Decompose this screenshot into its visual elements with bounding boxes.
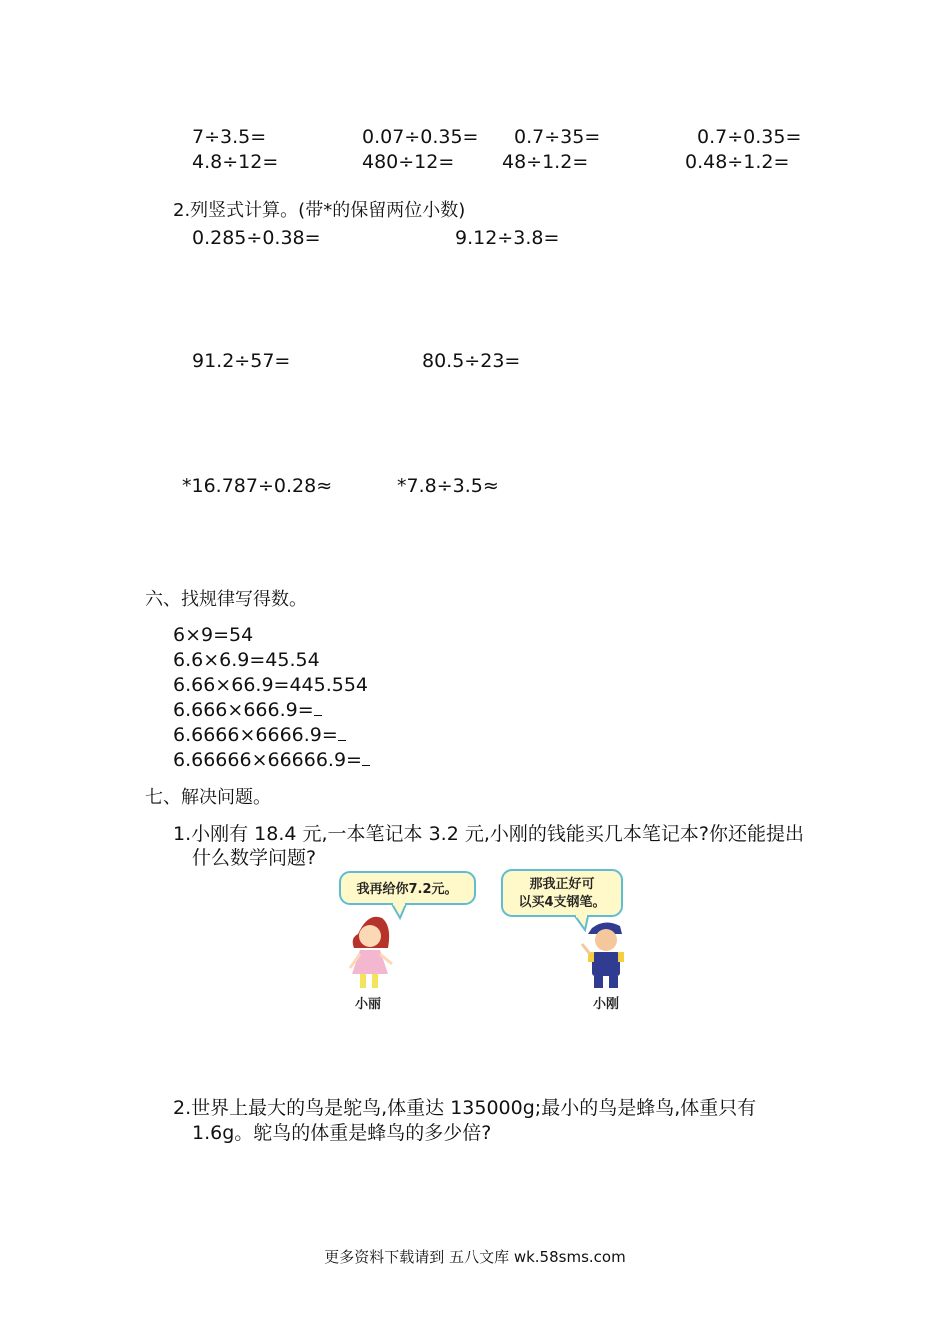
page-footer: 更多资料下载请到 五八文库 wk.58sms.com (324, 1248, 626, 1266)
oral-item: 480÷12= (362, 151, 455, 173)
question-1-line1: 1.小刚有 18.4 元,一本笔记本 3.2 元,小刚的钱能买几本笔记本?你还能提出 (173, 823, 804, 845)
answer-blank[interactable] (314, 701, 322, 716)
oral-item: 0.48÷1.2= (685, 151, 790, 173)
section7-title: 七、解决问题。 (145, 787, 271, 808)
pattern-line: 6.66666×66666.9= (173, 749, 370, 771)
vertical-item: 80.5÷23= (422, 350, 521, 372)
oral-item: 48÷1.2= (502, 151, 589, 173)
vertical-item: *7.8÷3.5≈ (397, 475, 499, 497)
pattern-line: 6.666×666.9= (173, 699, 322, 721)
question-1-line2: 什么数学问题? (192, 847, 317, 869)
oral-item: 0.7÷35= (514, 126, 601, 148)
svg-text:我再给你7.2元。: 我再给你7.2元。 (356, 882, 458, 897)
speech-bubble-left (340, 872, 475, 918)
vertical-item: 91.2÷57= (192, 350, 291, 372)
svg-text:那我正好可: 那我正好可 (529, 877, 595, 892)
name-label-right: 小刚 (592, 997, 620, 1012)
oral-item: 0.7÷0.35= (697, 126, 802, 148)
svg-text:以买4支钢笔。: 以买4支钢笔。 (518, 895, 606, 910)
vertical-item: 0.285÷0.38= (192, 227, 321, 249)
pattern-line: 6.66×66.9=445.554 (173, 674, 369, 696)
section6-title: 六、找规律写得数。 (145, 589, 307, 610)
pattern-line: 6×9=54 (173, 624, 254, 646)
girl-character (350, 917, 392, 988)
speech-bubble-right (502, 870, 622, 930)
oral-item: 4.8÷12= (192, 151, 279, 173)
pattern-line: 6.6×6.9=45.54 (173, 649, 320, 671)
vertical-item: *16.787÷0.28≈ (182, 475, 333, 497)
question-1-illustration (330, 868, 640, 1018)
name-label-left: 小丽 (354, 997, 382, 1012)
boy-character (582, 922, 624, 988)
oral-item: 0.07÷0.35= (362, 126, 479, 148)
question-2-line1: 2.世界上最大的鸟是鸵鸟,体重达 135000g;最小的鸟是蜂鸟,体重只有 (173, 1097, 757, 1119)
vertical-item: 9.12÷3.8= (455, 227, 560, 249)
vertical-heading: 2.列竖式计算。(带*的保留两位小数) (173, 200, 466, 221)
answer-blank[interactable] (362, 751, 370, 766)
pattern-line: 6.6666×6666.9= (173, 724, 346, 746)
answer-blank[interactable] (338, 726, 346, 741)
question-2-line2: 1.6g。鸵鸟的体重是蜂鸟的多少倍? (192, 1122, 492, 1144)
oral-item: 7÷3.5= (192, 126, 267, 148)
